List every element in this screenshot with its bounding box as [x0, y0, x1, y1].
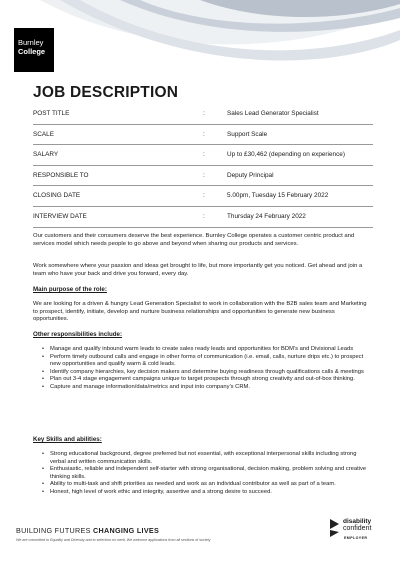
footer-slogan — [16, 526, 159, 535]
responsibilities-heading: Other responsibilities include: — [33, 331, 123, 338]
disability-confident-badge — [328, 517, 386, 547]
list-item: • Enthusiastic, reliable and independent self-starter with strong organisational, decision making, problem solving and creative thinking skills. — [33, 466, 369, 481]
info-colon: : — [203, 171, 205, 179]
list-item: • Ability to multi-task and shift priorities as needed and work as an individual contributor as well as part of a team. — [33, 481, 369, 489]
disability-confident-icon — [328, 518, 341, 538]
info-colon: : — [203, 110, 205, 117]
list-item: • Strong educational background, degree preferred but not essential, with exceptional interpersonal skills including strong verbal and written communication skills. — [33, 451, 369, 466]
main-purpose-heading: Main purpose of the role: — [33, 286, 107, 293]
list-item: • Plan out 3-4 stage engagement campaigns unique to target prospects through strong creativity and out-of-box thinking. — [33, 376, 369, 384]
badge-line-3: EMPLOYER — [344, 536, 368, 540]
page-title: JOB DESCRIPTION — [33, 84, 179, 101]
info-value: 5.00pm, Tuesday 15 February 2022 — [227, 192, 329, 200]
list-item: • Identify company hierarchies, key decision makers and determine buying readiness through qualifications calls & meetings — [33, 369, 369, 377]
info-row-responsible-to — [33, 166, 373, 187]
equality-tagline: We are committed to Equality and Diversity and to selection on merit. We welcome applications from all sections of society — [16, 538, 211, 542]
info-label: INTERVIEW DATE — [33, 212, 87, 220]
info-value: Sales Lead Generator Specialist — [227, 110, 319, 117]
info-row-closing-date — [33, 186, 373, 207]
info-value: Support Scale — [227, 130, 268, 138]
college-logo — [14, 28, 54, 72]
info-colon: : — [203, 130, 205, 138]
main-purpose-text: We are looking for a driven & hungry Lead Generation Specialist to work in collaboration with the B2B sales team and Marketing to prospect, identify, initiate, develop and nurture business relationships and opportunities to generate new business opportunities. — [33, 301, 367, 323]
info-row-post-title — [33, 104, 373, 125]
intro-paragraph-2: Work somewhere where your passion and ideas get brought to life, but more importantly get you noticed. Get ahead and join a team who have your back and drive you forward, every day. — [33, 263, 363, 277]
info-label: CLOSING DATE — [33, 192, 81, 200]
info-colon: : — [203, 192, 205, 200]
list-item: • Manage and qualify inbound warm leads to create sales ready leads and opportunities for BDM’s and Divisional Leads — [33, 346, 369, 354]
info-label: SALARY — [33, 151, 59, 159]
info-colon: : — [203, 151, 205, 159]
info-value: Up to £30,462 (depending on experience) — [227, 151, 345, 159]
skills-list — [33, 451, 369, 496]
skills-heading: Key Skills and abilities: — [33, 436, 102, 443]
badge-line-1: disability — [343, 518, 372, 525]
info-colon: : — [203, 212, 205, 220]
list-item: • Perform timely outbound calls and engage in other forms of communication (i.e. email, calls, nurture drips etc.) to prospect new opportunities and qualify warm & cold leads. — [33, 354, 369, 369]
info-label: POST TITLE — [33, 110, 70, 117]
slogan-part-1: BUILDING FUTURES — [16, 526, 91, 535]
job-info-table — [33, 104, 373, 228]
slogan-part-2: CHANGING LIVES — [93, 526, 160, 535]
info-label: RESPONSIBLE TO — [33, 171, 89, 179]
logo-line-1: Burnley — [18, 38, 44, 47]
info-row-scale — [33, 125, 373, 146]
info-label: SCALE — [33, 130, 54, 138]
list-item: • Capture and manage information/data/metrics and input into company’s CRM. — [33, 384, 369, 392]
info-value: Deputy Principal — [227, 171, 274, 179]
responsibilities-list — [33, 346, 369, 391]
info-row-salary — [33, 145, 373, 166]
info-row-interview-date — [33, 207, 373, 228]
intro-paragraph-1: Our customers and their consumers deserve the best experience. Burnley College operates a customer centric product and services model which needs people to go above and beyond when sharing our products and services. — [33, 233, 355, 247]
list-item: • Honest, high level of work ethic and integrity, assertive and a strong desire to succeed. — [33, 489, 369, 497]
badge-line-2: confident — [343, 525, 372, 532]
info-value: Thursday 24 February 2022 — [227, 212, 306, 220]
logo-line-2: College — [18, 46, 46, 56]
